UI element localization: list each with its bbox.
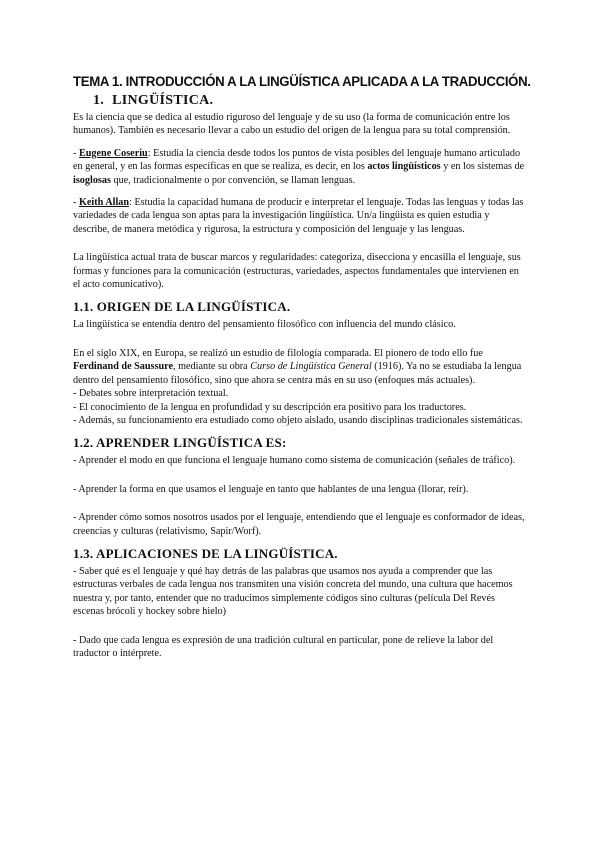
list-item: - Aprender la forma en que usamos el lenguaje en tanto que hablantes de una lengua (llorar, reír). xyxy=(73,483,469,495)
list-item: - Dado que cada lengua es expresión de una tradición cultural en particular, pone de relieve la labor del traductor o intérprete. xyxy=(73,634,494,659)
work-title: Curso de Lingüística General xyxy=(250,361,372,373)
list-item: - Aprender cómo somos nosotros usados por el lenguaje, entendiendo que el lenguaje es conformador de ideas, creencias y culturas (relativismo, Sapir/Worf). xyxy=(73,512,525,537)
text-segment: : Estudia la ciencia desde todos los puntos de vista posibles del lenguaje humano articulado en general, y en las formas específicas en que se realiza, es decir, en los xyxy=(73,147,521,173)
section-heading xyxy=(93,93,525,109)
paragraph: La lingüística se entendía dentro del pensamiento filosófico con influencia del mundo clásico. xyxy=(73,319,456,331)
actual-paragraph: La lingüística actual trata de buscar marcos y regularidades: categoriza, disecciona y encasilla el lenguaje, sus formas y funciones para la comunicación (estructuras, variedades, aspectos fundamentales que intervienen en el acto comunicativo). xyxy=(73,252,521,291)
section-heading: 1.3. APLICACIONES DE LA LINGÜÍSTICA. xyxy=(73,545,338,561)
text-segment: En el siglo XIX, en Europa, se realizó un estudio de filología comparada. El pionero de todo ello fue xyxy=(73,347,483,359)
author-name: Eugene Coseriu xyxy=(78,147,148,159)
section-heading: 1.2. APRENDER LINGÜÍSTICA ES: xyxy=(73,435,287,451)
bold-term: actos lingüísticos xyxy=(367,161,441,173)
list-item: - Debates sobre interpretación textual. xyxy=(73,388,229,400)
list-item: - El conocimiento de la lengua en profundidad y su descripción era positivo para los traductores. xyxy=(73,401,467,413)
document-title: TEMA 1. INTRODUCCIÓN A LA LINGÜÍSTICA APLICADA A LA TRADUCCIÓN. xyxy=(73,74,531,90)
text-segment: : Estudia la capacidad humana de producir e interpretar el lenguaje. Todas las lenguas y todas las variedades de cada lengua son aptas para la investigación lingüística. Un/a lingüista es quien estudia y describe, de manera metódica y rigurosa, la estructura y composición del lenguaje y las lenguas. xyxy=(73,197,524,235)
dash: - xyxy=(73,147,79,159)
author-name: Ferdinand de Saussure xyxy=(73,361,174,373)
dash: - xyxy=(73,197,79,209)
list-item: - Además, su funcionamiento era estudiado como objeto aislado, usando disciplinas tradicionales sistemáticas. xyxy=(73,414,523,426)
allan-paragraph xyxy=(73,196,525,236)
intro-paragraph: Es la ciencia que se dedica al estudio riguroso del lenguaje y de su uso (la forma de comunicación entre los humanos). También es necesario llevar a cabo un estudio del origen de la lengua para su total comprensión. xyxy=(73,112,511,137)
section-number: 1. xyxy=(93,93,105,108)
coseriu-paragraph xyxy=(73,147,525,187)
author-name: Keith Allan xyxy=(78,197,130,209)
text-segment: y en los sistemas de xyxy=(440,161,525,173)
list-item: - Aprender el modo en que funciona el lenguaje humano como sistema de comunicación (señales de tráfico). xyxy=(73,455,516,467)
bold-term: isoglosas xyxy=(73,174,111,186)
saussure-paragraph xyxy=(73,347,525,387)
section-heading: 1.1. ORIGEN DE LA LINGÜÍSTICA. xyxy=(73,299,291,315)
text-segment: que, tradicionalmente o por convención, se llaman lenguas. xyxy=(110,174,356,186)
section-title: LINGÜÍSTICA. xyxy=(112,93,214,108)
document-body xyxy=(73,74,531,660)
text-segment: , mediante su obra xyxy=(173,361,251,373)
text-segment: (1916). Ya no se estudiaba la lengua dentro del pensamiento filosófico, sino que ahora se centra más en su uso (enfoques más actuales). xyxy=(73,361,522,386)
list-item: - Saber qué es el lenguaje y qué hay detrás de las palabras que usamos nos ayuda a comprender que las estructuras verbales de cada lengua nos transmiten una visión concreta del mundo, una cultura que hacemos nuestra y, por tanto, entender que no traducimos simplemente códigos sino culturas (película Del Revés escenas brócoli y hockey sobre hielo) xyxy=(73,565,513,618)
